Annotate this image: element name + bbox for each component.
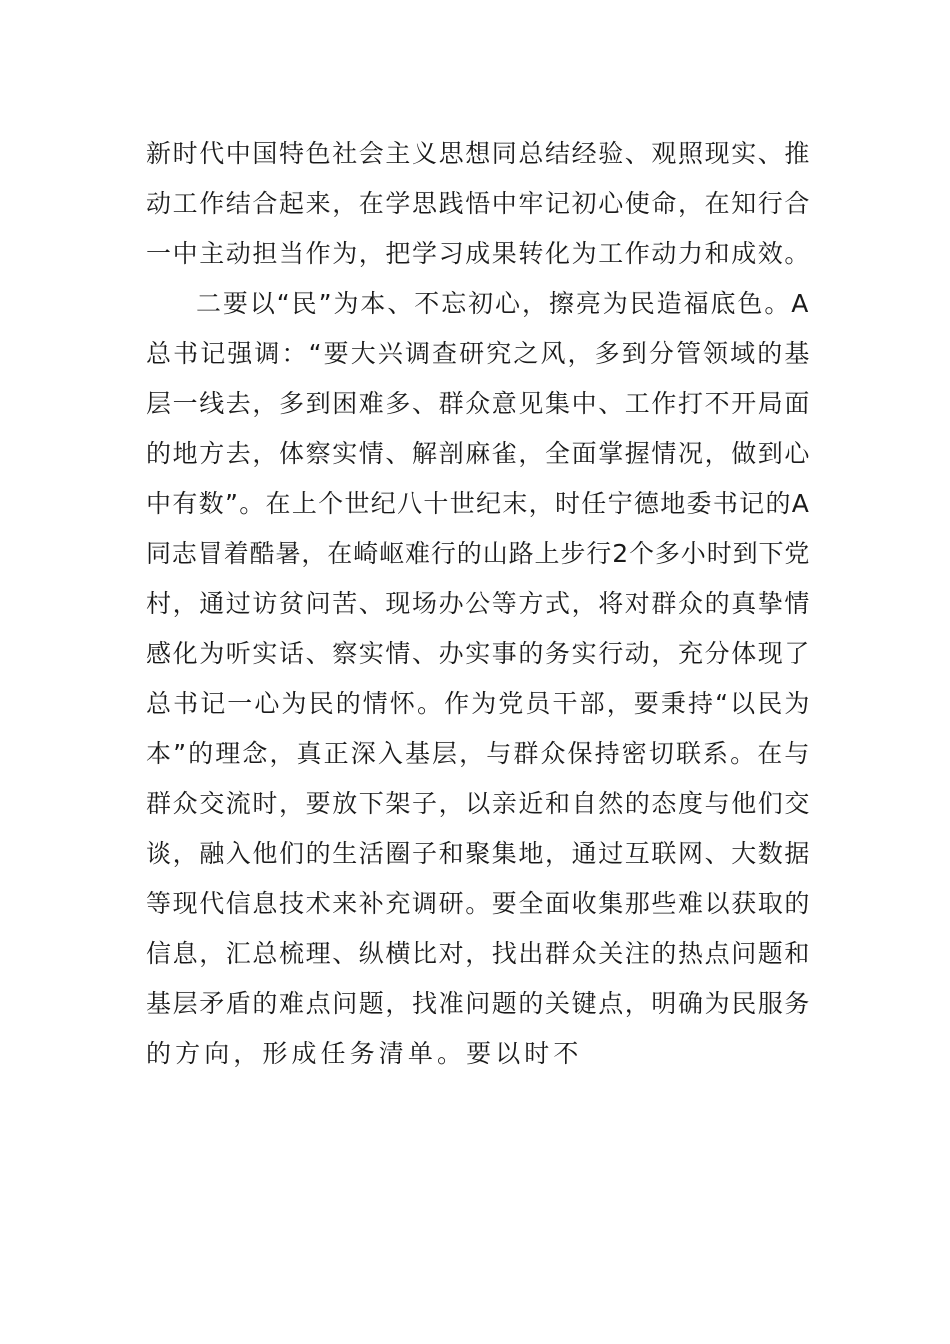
text-line: 总书记一心为民的情怀。作为党员干部，要秉持“以民为 (146, 689, 812, 718)
text-line: 层一线去，多到困难多、群众意见集中、工作打不开局面 (146, 389, 812, 418)
text-line: 群众交流时，要放下架子，以亲近和自然的态度与他们交 (146, 789, 812, 818)
text-line: 村，通过访贫问苦、现场办公等方式，将对群众的真挚情 (146, 589, 812, 618)
text-line: 感化为听实话、察实情、办实事的务实行动，充分体现了 (146, 639, 812, 668)
text-line: 的方向，形成任务清单。要以时不 (146, 1039, 583, 1068)
text-line: 信息，汇总梳理、纵横比对，找出群众关注的热点问题和 (146, 939, 812, 968)
text-line: 新时代中国特色社会主义思想同总结经验、观照现实、推 (146, 139, 812, 168)
paragraph-start-line: 二要以“民”为本、不忘初心，擦亮为民造福底色。A (196, 289, 810, 318)
text-line: 等现代信息技术来补充调研。要全面收集那些难以获取的 (146, 889, 812, 918)
text-line: 一中主动担当作为，把学习成果转化为工作动力和成效。 (146, 239, 812, 268)
text-line: 的地方去，体察实情、解剖麻雀，全面掌握情况，做到心 (146, 439, 812, 468)
text-line: 动工作结合起来，在学思践悟中牢记初心使命，在知行合 (146, 189, 812, 218)
text-line: 同志冒着酷暑，在崎岖难行的山路上步行2个多小时到下党 (146, 539, 810, 568)
text-line: 本”的理念，真正深入基层，与群众保持密切联系。在与 (146, 739, 812, 768)
text-line: 总书记强调：“要大兴调查研究之风，多到分管领域的基 (146, 339, 812, 368)
text-line: 中有数”。在上个世纪八十世纪末，时任宁德地委书记的A (146, 489, 810, 518)
text-line: 谈，融入他们的生活圈子和聚集地，通过互联网、大数据 (146, 839, 812, 868)
text-line: 基层矛盾的难点问题，找准问题的关键点，明确为民服务 (146, 989, 812, 1018)
